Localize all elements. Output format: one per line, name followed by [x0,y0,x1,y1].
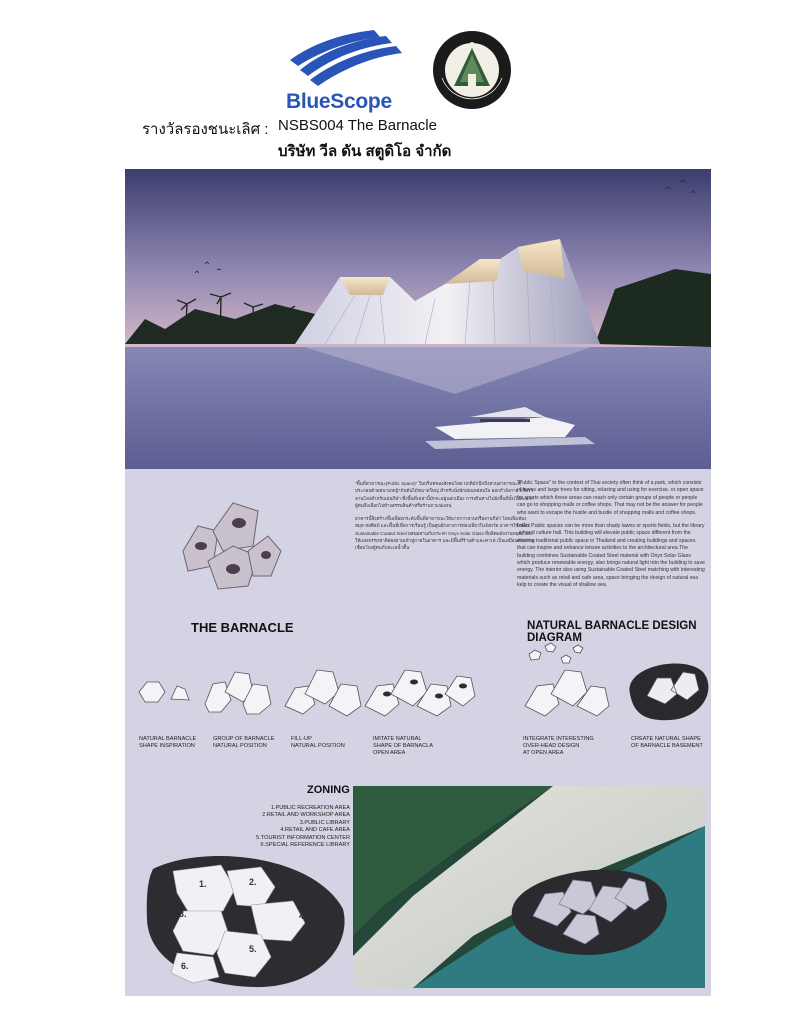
caption-line: NATURAL POSITION [291,743,345,750]
caption-line: SHAPE OF BARNACLA [373,743,433,750]
diagram-caption-2 [213,736,283,750]
architects-association-seal [432,30,512,110]
diagram-step-1 [139,682,165,702]
project-code: NSBS004 The Barnacle [278,117,437,134]
zoning-item: 6.SPECIAL REFERENCE LIBRARY [260,842,350,849]
zoning-title: ZONING [307,784,350,796]
description-thai-p1: "พื้นที่สาธารณะ(Public Space)" ในบริบทของสังคมไทย ปกติมักนึกถึงสวนสาธารณะที่ประกอบด้วยสนามหญ้ากับต้นไม้ขนาดใหญ่ สำหรับนั่งพักผ่อนหย่อนใจ ออกกำลังกาย หรือว่าลานโล่งสำหรับเล่นกีฬา ซึ่งพื้นที่เหล่านี้มักจะอยู่นอกเมือง การเดินทางไปยังพื้นที่นั้นไม่สะดวก ผู้คนจึงเลือกไปห้างสรรพสินค้าหรือร้านกาแฟแทน [355,481,534,508]
aerial-rendering [353,786,705,988]
presentation-board [125,169,711,996]
diagram-caption-1 [139,736,209,750]
plan-label-1: 1. [199,879,207,889]
description-english-p1: "Public Space" in the context of Thai society often think of a park, which consists of lawns and large trees for sitting, relaxing and using for exercise, or open space for sports which these areas can reach only certain groups of people or people can go to shopping malls or coffee shops. That may not be the answer for people who want to escape the hustle and bustle of shopping malls and coffee shops. [517,480,704,516]
zoning-plan [143,849,348,989]
plan-label-2: 2. [249,877,257,887]
company-name: บริษัท วีล ดัน สตูดิโอ จำกัด [278,143,452,160]
diagram-caption-5 [523,736,613,758]
zoning-item: 4.RETAIL AND CAFE AREA [280,827,350,834]
diagram-caption-4 [373,736,453,758]
description-thai-p2: อาคารนี้จึงสร้างขึ้นเพื่อยกระดับพื้นที่สาธารณะให้มากกว่าสวนหรือลานกีฬา โดยเพิ่มห้องสมุด หอศิลป์ และพื้นที่เพื่อการเรียนรู้ เป็นศูนย์กลางการท่องเที่ยวในจังหวัด อาคารใช้เหล็ก Sustainable Coated Steel ผสมผสานกับกระจก Onyx Solar Glass ที่ผลิตพลังงานหมุนเวียน ให้แสงธรรมชาติส่องผ่านเข้าสู่ภายในอาคาร และมีพื้นที่ร้านค้าและคาเฟ่ เป็นเสมือนตัวกลางเชื่อมโยงผู้คนกับทะเลน้ำตื้น [355,516,534,551]
zoning-item: 5.TOURIST INFORMATION CENTER [256,834,350,841]
diagram-step-4 [365,670,475,716]
diagram-section-title: NATURAL BARNACLE DESIGN DIAGRAM [527,620,697,644]
hero-rendering [125,169,711,469]
zoning-item: 3.PUBLIC LIBRARY [299,819,350,826]
bluescope-wave-icon [282,30,412,90]
caption-line: INTEGRATE INTERESTING [523,736,594,742]
caption-line: SHAPE INSPIRATION [139,743,195,750]
plan-label-3: 3. [179,909,187,919]
caption-line: NATURAL POSITION [213,743,267,750]
diagram-step-2 [205,672,271,714]
bluescope-logo [282,30,412,118]
diagram-step-6 [629,663,708,720]
zoning-item: 2.RETAIL AND WORKSHOP AREA [262,812,350,819]
caption-line: OPEN AREA [373,750,406,757]
design-diagram [125,634,711,734]
diagram-step-5 [525,643,609,716]
description-thai [355,480,535,558]
caption-line: GROUP OF BARNACLE [213,736,275,742]
diagram-caption-6 [631,736,711,750]
diagram-caption-3 [291,736,361,750]
plan-label-6: 6. [181,961,189,971]
caption-line: NATURAL BARNACLE [139,736,197,742]
plan-label-5: 5. [249,944,257,954]
caption-line: OF BARNACLE BASEMENT [631,743,703,750]
zoning-item: 1.PUBLIC RECREATION AREA [270,805,350,811]
caption-line: FILL-UP [291,736,312,742]
caption-line: IMITATE NATURAL [373,736,422,742]
brand-name: BlueScope [286,90,392,113]
description-english-p2: Infact Public spaces can be more than shady lawns or sports fields, but the library ,art and culture hall. This building will elevate public space different from the existing traditional public space in Thailand and creating buildings and spaces that can inspire and enhance leisure activities to the architectural area.The building combines Sustainable Coated Steel material with Onyx Solar Glass which produce renewable energy, also brings natural light into the building to save energy. The interior also using Sustainable Coated Steel matching with interesting materials such as retail and cafe area, space bringing the design of natural sea kelp to create the visual of shallow sea. [517,523,705,589]
caption-line: OVER-HEAD DESIGN [523,743,580,750]
barnacle-section-title: THE BARNACLE [191,620,294,635]
caption-line: AT OPEN AREA [523,750,564,757]
award-label: รางวัลรองชนะเลิศ : [142,121,269,138]
zoning-legend [240,805,350,849]
plan-label-4: 4. [299,911,307,921]
caption-line: CREATE NATURAL SHAPE [631,736,701,742]
barnacle-photo [163,491,283,601]
diagram-step-3 [285,670,361,716]
description-english [517,480,705,596]
